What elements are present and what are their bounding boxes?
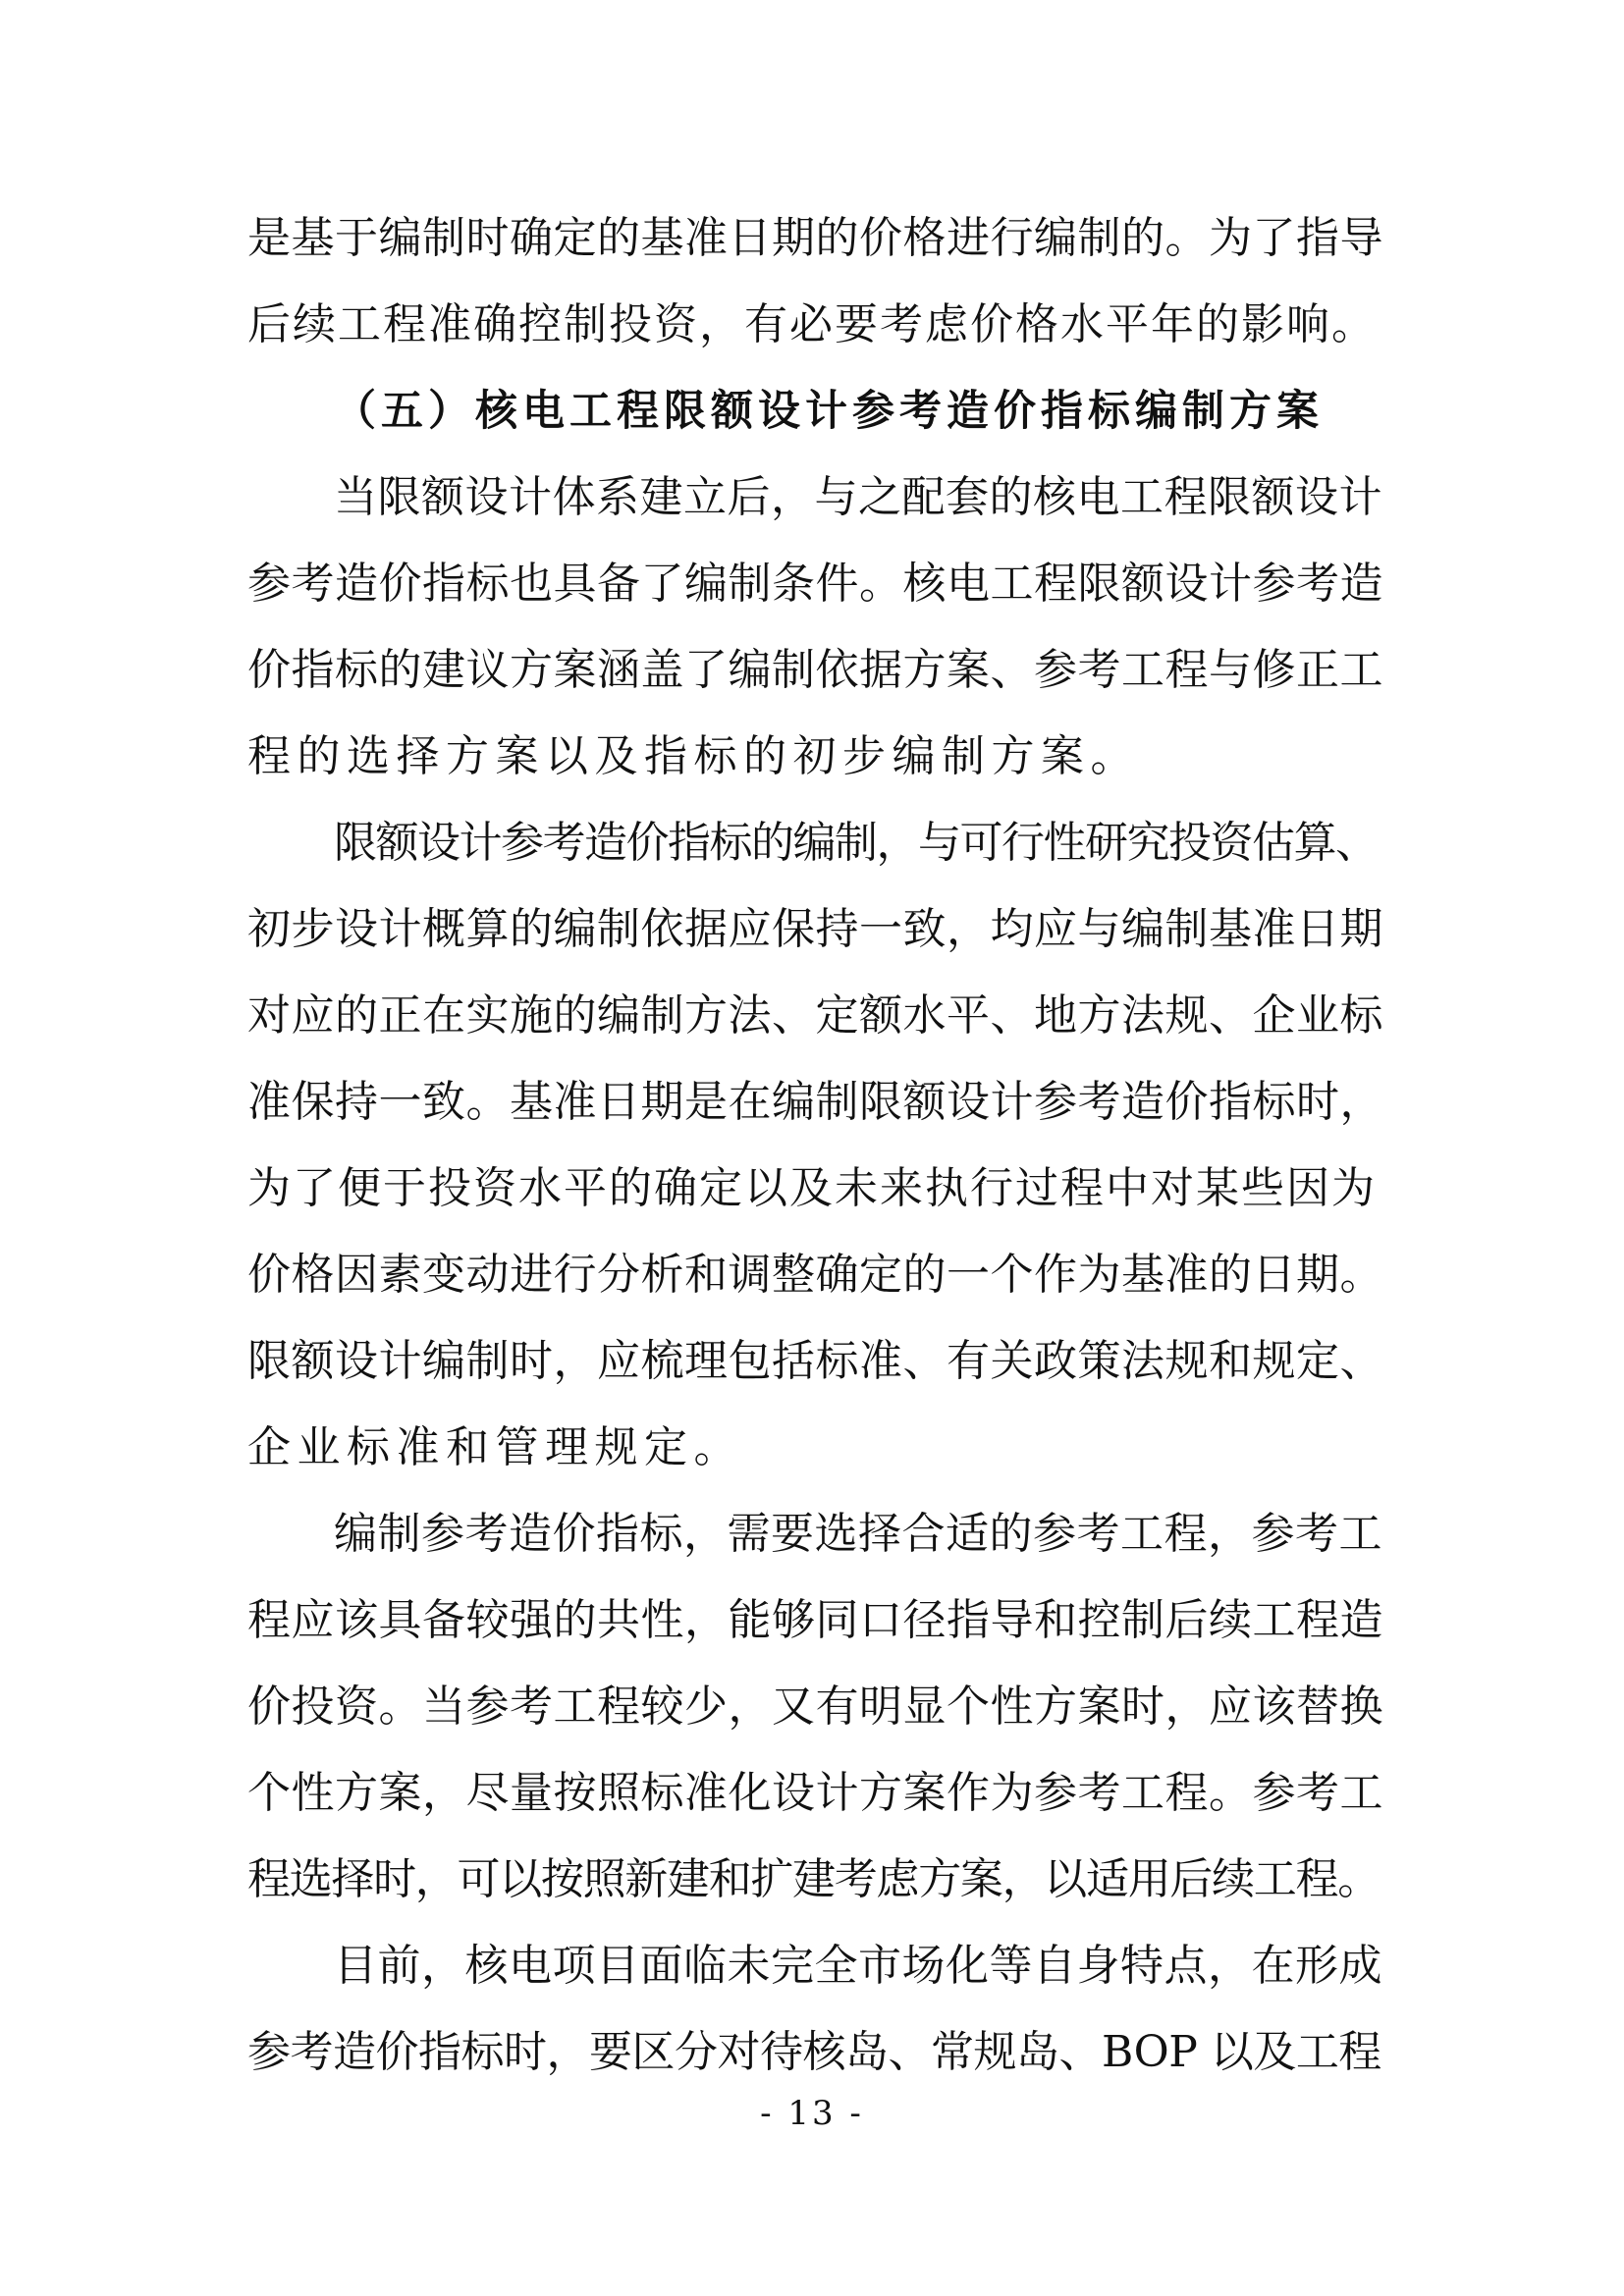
paragraph-first-line: 目前，核电项目面临未完全市场化等自身特点，在形成 xyxy=(334,1941,1382,1991)
body-text-line: 价投资。当参考工程较少，又有明显个性方案时，应该替换 xyxy=(247,1682,1383,1732)
section-heading: （五）核电工程限额设计参考造价指标编制方案 xyxy=(334,387,1324,436)
paragraph-first-line: 限额设计参考造价指标的编制，与可行性研究投资估算、 xyxy=(334,818,1378,868)
body-text-line: 参考造价指标时，要区分对待核岛、常规岛、BOP 以及工程 xyxy=(247,2027,1381,2077)
page-number: - 13 - xyxy=(760,2094,864,2133)
body-text-line: 限额设计编制时，应梳理包括标准、有关政策法规和规定、 xyxy=(247,1336,1383,1386)
body-text-line: 程应该具备较强的共性，能够同口径指导和控制后续工程造 xyxy=(247,1595,1383,1645)
body-text-line: 个性方案，尽量按照标准化设计方案作为参考工程。参考工 xyxy=(247,1768,1383,1818)
body-text-line: 初步设计概算的编制依据应保持一致，均应与编制基准日期 xyxy=(247,904,1383,954)
paragraph-first-line: 当限额设计体系建立后，与之配套的核电工程限额设计 xyxy=(334,472,1382,522)
body-text-line: 价格因素变动进行分析和调整确定的一个作为基准的日期。 xyxy=(247,1250,1383,1300)
body-text-line: 程的选择方案以及指标的初步编制方案。 xyxy=(247,731,1140,781)
body-text-line: 企业标准和管理规定。 xyxy=(247,1422,743,1472)
body-text-line: 价指标的建议方案涵盖了编制依据方案、参考工程与修正工 xyxy=(247,645,1383,695)
body-text-line: 为了便于投资水平的确定以及未来执行过程中对某些因为 xyxy=(247,1163,1377,1213)
body-text-line: 后续工程准确控制投资，有必要考虑价格水平年的影响。 xyxy=(247,299,1377,349)
body-text-line: 是基于编制时确定的基准日期的价格进行编制的。为了指导 xyxy=(247,213,1383,263)
body-text-line: 程选择时，可以按照新建和扩建考虑方案，以适用后续工程。 xyxy=(247,1854,1380,1904)
body-text-line: 对应的正在实施的编制方法、定额水平、地方法规、企业标 xyxy=(247,990,1383,1041)
paragraph-first-line: 编制参考造价指标，需要选择合适的参考工程，参考工 xyxy=(334,1509,1382,1559)
body-text-line: 准保持一致。基准日期是在编制限额设计参考造价指标时， xyxy=(247,1077,1383,1127)
body-text-line: 参考造价指标也具备了编制条件。核电工程限额设计参考造 xyxy=(247,559,1383,609)
